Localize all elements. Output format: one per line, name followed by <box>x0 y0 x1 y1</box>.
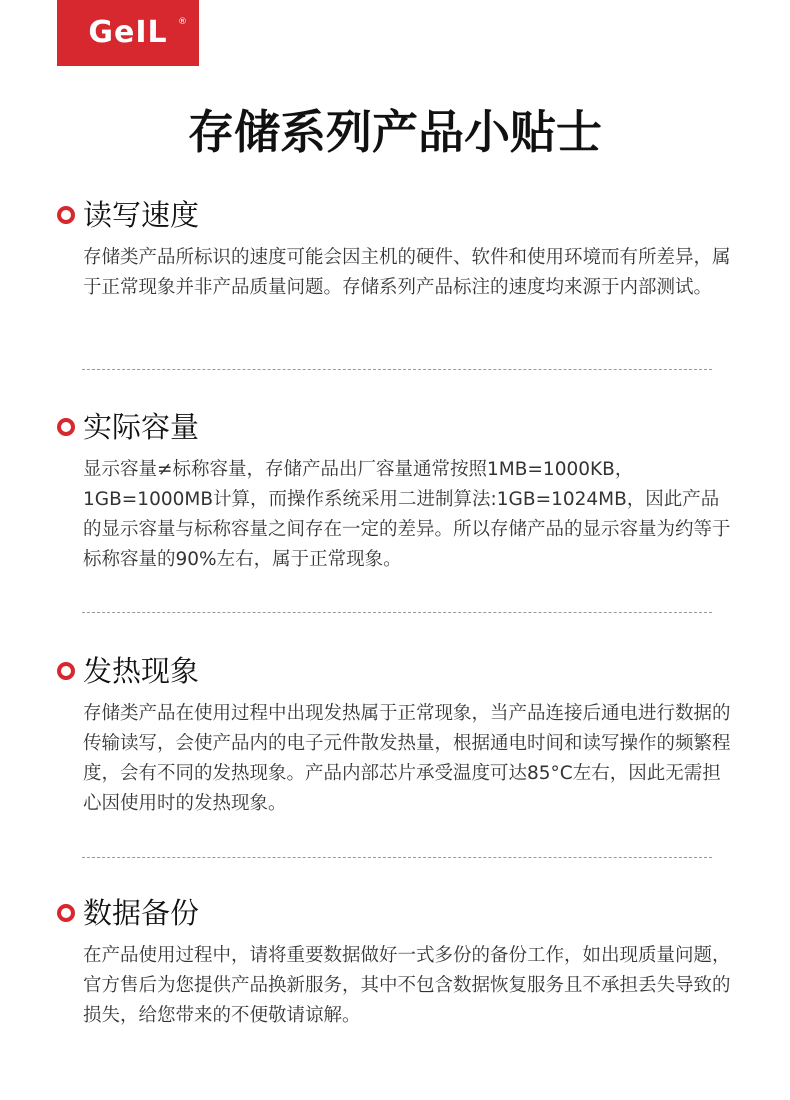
ring-icon <box>57 418 75 436</box>
section-heading <box>57 653 199 689</box>
ring-icon <box>57 904 75 922</box>
ring-icon <box>57 662 75 680</box>
divider <box>82 857 712 858</box>
section-body: 存储类产品在使用过程中出现发热属于正常现象，当产品连接后通电进行数据的传输读写，会使产品内的电子元件散发热量，根据通电时间和读写操作的频繁程度，会有不同的发热现象。产品内部芯片承受温度可达85°C左右，因此无需担心因使用时的发热现象。 <box>83 703 731 814</box>
divider <box>82 612 712 613</box>
section-body: 存储类产品所标识的速度可能会因主机的硬件、软件和使用环境而有所差异，属于正常现象并非产品质量问题。存储系列产品标注的速度均来源于内部测试。 <box>83 247 731 298</box>
section-heading <box>57 895 199 931</box>
brand-logo <box>57 0 199 66</box>
section-title: 数据备份 <box>83 896 200 930</box>
registered-mark: ® <box>178 17 187 27</box>
section-title: 实际容量 <box>83 410 200 444</box>
section-title: 读写速度 <box>83 198 200 232</box>
page-title: 存储系列产品小贴士 <box>188 105 602 159</box>
section-heading <box>57 197 199 233</box>
section-body: 在产品使用过程中，请将重要数据做好一式多份的备份工作，如出现质量问题，官方售后为您提供产品换新服务，其中不包含数据恢复服务且不承担丢失导致的损失，给您带来的不便敬请谅解。 <box>83 945 731 1026</box>
ring-icon <box>57 206 75 224</box>
section-heading <box>57 409 199 445</box>
section-title: 发热现象 <box>83 654 200 688</box>
divider <box>82 369 712 370</box>
logo-text: GeIL <box>88 15 168 50</box>
section-body: 显示容量≠标称容量，存储产品出厂容量通常按照1MB=1000KB，1GB=1000MB计算，而操作系统采用二进制算法:1GB=1024MB，因此产品的显示容量与标称容量之间存在一定的差异。所以存储产品的显示容量为约等于标称容量的90%左右，属于正常现象。 <box>83 459 731 570</box>
